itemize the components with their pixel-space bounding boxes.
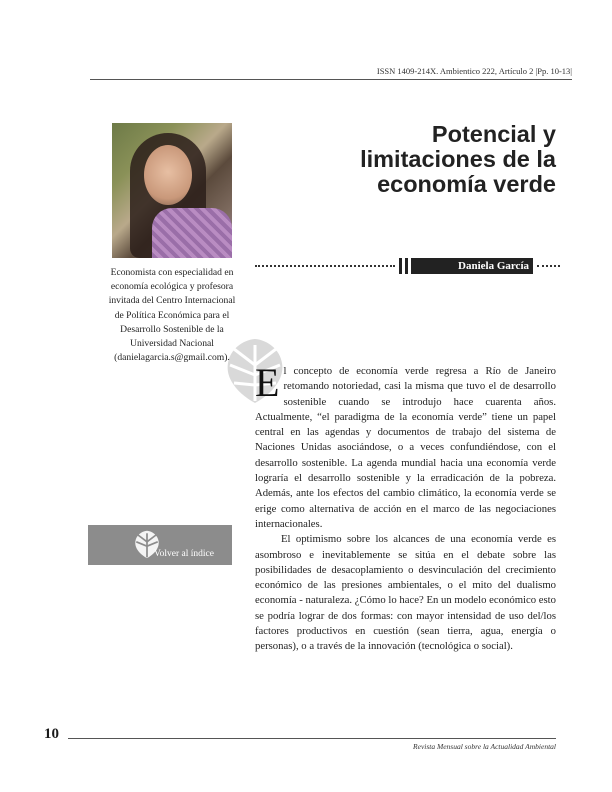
footer-divider	[68, 738, 556, 739]
article-body	[255, 360, 556, 655]
dotted-rule-left	[255, 265, 395, 267]
paragraph-1	[255, 360, 556, 532]
back-to-index-label[interactable]: Volver al índice	[154, 549, 214, 559]
photo-face	[144, 145, 192, 205]
back-to-index-button[interactable]	[88, 525, 232, 565]
dotted-rule-right	[537, 265, 560, 267]
header-divider	[90, 79, 572, 80]
paragraph-1-text: l concepto de economía verde regresa a Río de Janeiro retomando notoriedad, casi la misma que tuvo el de desarrollo sostenible cuando se introdujo hace cuarenta años. Actualmente, “el paradigma de la economía verde” tiene un papel central en las agendas y documentos de trabajo del sistema de Naciones Unidas asociándose, o a veces confundiéndose, con el desarrollo sostenible. La agenda mundial hacia una economía verde lograría el desarrollo sostenible y la erradicación de la pobreza. Además, ante los efectos del cambio climático, la economía verde se erige como alternativa de acción en el marco de las negociaciones internacionales.	[255, 365, 556, 530]
issn-header: ISSN 1409-214X. Ambientico 222, Artículo 2 |Pp. 10-13|	[376, 66, 572, 76]
photo-scarf	[152, 208, 232, 258]
author-bio: Economista con especialidad en economía ecológica y profesora invitada del Centro Internacional de Política Económica para el Desarrollo Sostenible de la Universidad Nacional (danielagarcia.s@gmail.com).	[108, 267, 236, 364]
paragraph-2: El optimismo sobre los alcances de una economía verde es asombroso e inevitablemente se sitúa en el debate sobre las posibilidades de desacoplamiento o desvinculación del crecimiento económico de las presiones ambientales, o el mito del dualismo economía - naturaleza. ¿Cómo lo hace? En un modelo económico esto se podría lograr de dos formas: con mayor intensidad de uso del/los factores productivos en cuestión (sean tierra, agua, energía o personas), o a través de la innovación (tecnológica o social).	[255, 533, 556, 653]
author-row	[255, 258, 560, 274]
page-number: 10	[44, 726, 59, 742]
article-title: Potencial y limitaciones de la economía verde	[360, 121, 556, 197]
author-photo	[112, 123, 232, 258]
author-name: Daniela García	[411, 258, 533, 274]
author-bars	[399, 258, 409, 274]
dropcap: E	[255, 360, 280, 405]
journal-name: Revista Mensual sobre la Actualidad Ambiental	[413, 742, 556, 751]
